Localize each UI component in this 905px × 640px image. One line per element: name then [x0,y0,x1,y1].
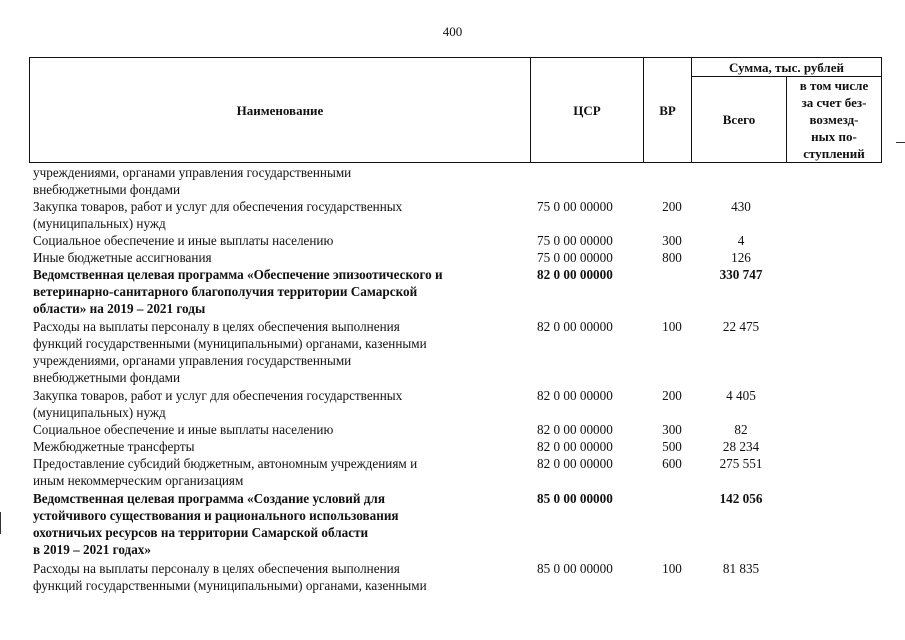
header-vr-cell [643,57,692,163]
header-total-cell [691,76,787,163]
row-total: 330 747 [719,267,763,282]
row-vr: 100 [662,561,682,576]
row-name-line: функций государственными (муниципальными) органами, казенными [33,578,427,593]
header-incl-line: в том числе [799,78,869,93]
row-csr: 75 0 00 00000 [537,199,613,214]
scan-mark [0,512,1,534]
row-name-line: иным некоммерческим организациям [33,473,244,488]
row-name-line: внебюджетными фондами [33,182,181,197]
row-csr: 85 0 00 00000 [537,491,613,506]
row-name [33,318,511,386]
row-total: 28 234 [722,439,760,454]
header-incl-line: за счет без- [801,95,867,110]
row-name-line: учреждениями, органами управления государственными [33,165,352,180]
row-vr: 500 [662,439,682,454]
header-csr: ЦСР [573,102,601,118]
header-sum-group: Сумма, тыс. рублей [729,59,844,75]
row-name [33,438,511,455]
row-name-line: охотничьих ресурсов на территории Самарской области [33,525,369,540]
row-vr: 300 [662,233,682,248]
row-name [33,490,511,558]
row-name-line: Иные бюджетные ассигнования [33,250,212,265]
row-csr: 82 0 00 00000 [537,319,613,334]
row-name-line: Социальное обеспечение и иные выплаты населению [33,422,334,437]
header-incl-line: ступлений [803,146,865,161]
row-total: 126 [731,250,751,265]
header-sum-group-cell [691,57,882,77]
row-name-line: в 2019 – 2021 годах» [33,542,151,557]
row-total: 430 [731,199,751,214]
header-name-cell [29,57,531,163]
header-incl-line: ных по- [811,129,857,144]
row-total: 4 405 [726,388,756,403]
row-name-line: учреждениями, органами управления государственными [33,353,352,368]
row-name-line: (муниципальных) нужд [33,405,166,420]
header-vr: ВР [659,102,676,118]
row-vr: 200 [662,388,682,403]
row-name-line: Закупка товаров, работ и услуг для обеспечения государственных [33,199,403,214]
row-vr: 300 [662,422,682,437]
row-name-line: (муниципальных) нужд [33,216,166,231]
row-name-line: Межбюджетные трансферты [33,439,195,454]
row-total: 275 551 [719,456,763,471]
row-csr: 85 0 00 00000 [537,561,613,576]
row-name [33,387,511,421]
row-csr: 82 0 00 00000 [537,456,613,471]
row-csr: 75 0 00 00000 [537,250,613,265]
header-name: Наименование [236,102,324,118]
header-incl-cell [786,76,882,163]
row-name [33,249,511,266]
row-name-line: Ведомственная целевая программа «Обеспечение эпизоотического и [33,267,443,282]
row-name [33,266,511,317]
row-name-line: функций государственными (муниципальными) органами, казенными [33,336,427,351]
row-name [33,455,511,489]
row-name-line: ветеринарно-санитарного благополучия территории Самарской [33,284,418,299]
row-name [33,198,511,232]
row-name-line: Закупка товаров, работ и услуг для обеспечения государственных [33,388,403,403]
row-vr: 600 [662,456,682,471]
row-csr: 82 0 00 00000 [537,422,613,437]
row-name-line: Предоставление субсидий бюджетным, автономным учреждениям и [33,456,418,471]
row-total: 142 056 [719,491,763,506]
row-total: 4 [737,233,745,248]
row-name-line: Социальное обеспечение и иные выплаты населению [33,233,334,248]
row-name-line: устойчивого существования и рационального использования [33,508,399,523]
row-name-line: внебюджетными фондами [33,370,181,385]
row-vr: 100 [662,319,682,334]
header-total: Всего [722,112,756,127]
page-number: 400 [442,24,463,39]
row-vr: 800 [662,250,682,265]
row-name-line: области» на 2019 – 2021 годы [33,301,206,316]
row-name [33,164,511,198]
scan-mark [896,142,905,143]
row-csr: 82 0 00 00000 [537,388,613,403]
row-name-line: Расходы на выплаты персоналу в целях обеспечения выполнения [33,561,400,576]
row-vr: 200 [662,199,682,214]
row-name [33,421,511,438]
row-name [33,560,511,594]
row-csr: 75 0 00 00000 [537,233,613,248]
header-csr-cell [530,57,644,163]
row-total: 22 475 [722,319,760,334]
row-name-line: Расходы на выплаты персоналу в целях обеспечения выполнения [33,319,400,334]
row-name [33,232,511,249]
row-csr: 82 0 00 00000 [537,439,613,454]
row-csr: 82 0 00 00000 [537,267,613,282]
row-total: 81 835 [722,561,760,576]
row-name-line: Ведомственная целевая программа «Создание условий для [33,491,385,506]
row-total: 82 [734,422,748,437]
header-incl-line: возмезд- [809,112,859,127]
